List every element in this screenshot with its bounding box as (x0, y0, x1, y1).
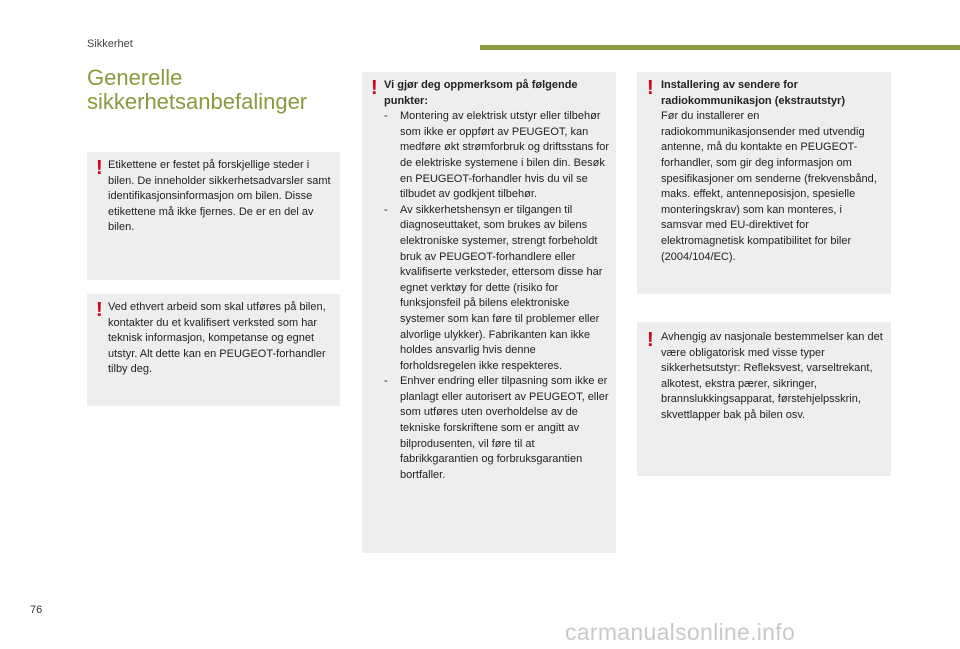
exclamation-warning-icon: ! (647, 77, 654, 99)
header-accent-bar (480, 45, 960, 50)
radio-heading: Installering av sendere for radiokommunikasjon (ekstrautstyr) (661, 79, 845, 107)
warning-box-radio (637, 72, 891, 294)
warning-box-labels (87, 152, 340, 280)
work-text: Ved ethvert arbeid som skal utføres på bilen, kontakter du et kvalifisert verksted som har teknisk informasjon, kompetanse og egnet utstyr. Alt dette kan en PEUGEOT-forhandler tilby deg. (108, 301, 326, 376)
attention-item-text: Enhver endring eller tilpasning som ikke er planlagt eller autorisert av PEUGEOT, eller som utføres uten overholdelse av de tekniske forskriftene som er angitt av bilprodusenten, vil føre til at fabrikkgarantien og forbruksgarantien bortfaller. (400, 375, 609, 481)
warning-box-work (87, 294, 340, 406)
watermark: carmanualsonline.info (565, 619, 796, 645)
attention-heading: Vi gjør deg oppmerksom på følgende punkter: (384, 79, 578, 107)
labels-text: Etikettene er festet på forskjellige steder i bilen. De inneholder sikkerhetsadvarsler samt identifikasjonsinformasjon om bilen. Disse etikettene må ikke fjernes. De er en del av bilen. (108, 159, 331, 234)
attention-item (384, 374, 610, 483)
attention-item (384, 203, 610, 375)
exclamation-warning-icon: ! (96, 157, 103, 179)
page-title-line2: sikkerhetsanbefalinger (87, 89, 308, 114)
attention-item-dash: - (384, 203, 388, 216)
page-title-line1: Generelle (87, 65, 183, 90)
page-title (87, 66, 347, 114)
attention-item (384, 109, 610, 203)
attention-item-dash: - (384, 375, 388, 388)
exclamation-warning-icon: ! (96, 299, 103, 321)
safety-text: Avhengig av nasjonale bestemmelser kan det være obligatorisk med visse typer sikkerhetsutstyr: Refleksvest, varseltrekant, alkotest, ekstra pærer, sikringer, brannslukkingsapparat, førstehjelpsskrin, skvettlapper bak på bilen osv. (661, 331, 883, 421)
warning-box-safety (637, 322, 891, 476)
section-label: Sikkerhet (87, 38, 133, 50)
page-number: 76 (30, 604, 43, 616)
attention-item-dash: - (384, 110, 388, 123)
warning-box-attention (362, 72, 616, 553)
attention-item-text: Montering av elektrisk utstyr eller tilbehør som ikke er oppført av PEUGEOT, kan medføre økt strømforbruk og driftsstans for de elektriske systemene i bilen din. Besøk en PEUGEOT-forhandler hvis du vil se tilbudet av godkjent tilbehør. (400, 110, 610, 201)
radio-text: Før du installerer en radiokommunikasjonsender med utvendig antenne, må du kontakte en PEUGEOT-forhandler, som gir deg informasjon om spesifikasjoner om senderne (frekvensbånd, maks. effekt, antenneposisjon, spesielle monteringskrav) som kan monteres, i samsvar med EU-direktivet for elektromagnetisk kompatibilitet for biler (2004/104/EC). (661, 110, 877, 263)
exclamation-warning-icon: ! (371, 77, 378, 99)
exclamation-warning-icon: ! (647, 329, 654, 351)
attention-item-text: Av sikkerhetshensyn er tilgangen til diagnoseuttaket, som brukes av bilens elektroniske systemer, strengt forbeholdt bruk av PEUGEOT-forhandlere eller kvalifiserte verksteder, ettersom disse har egnet verktøy for dette (risiko for funksjonsfeil på bilens elektroniske systemer som kan føre til problemer eller alvorlige ulykker). Fabrikanten kan ikke holdes ansvarlig hvis denne forholdsregelen ikke respekteres. (400, 203, 603, 372)
